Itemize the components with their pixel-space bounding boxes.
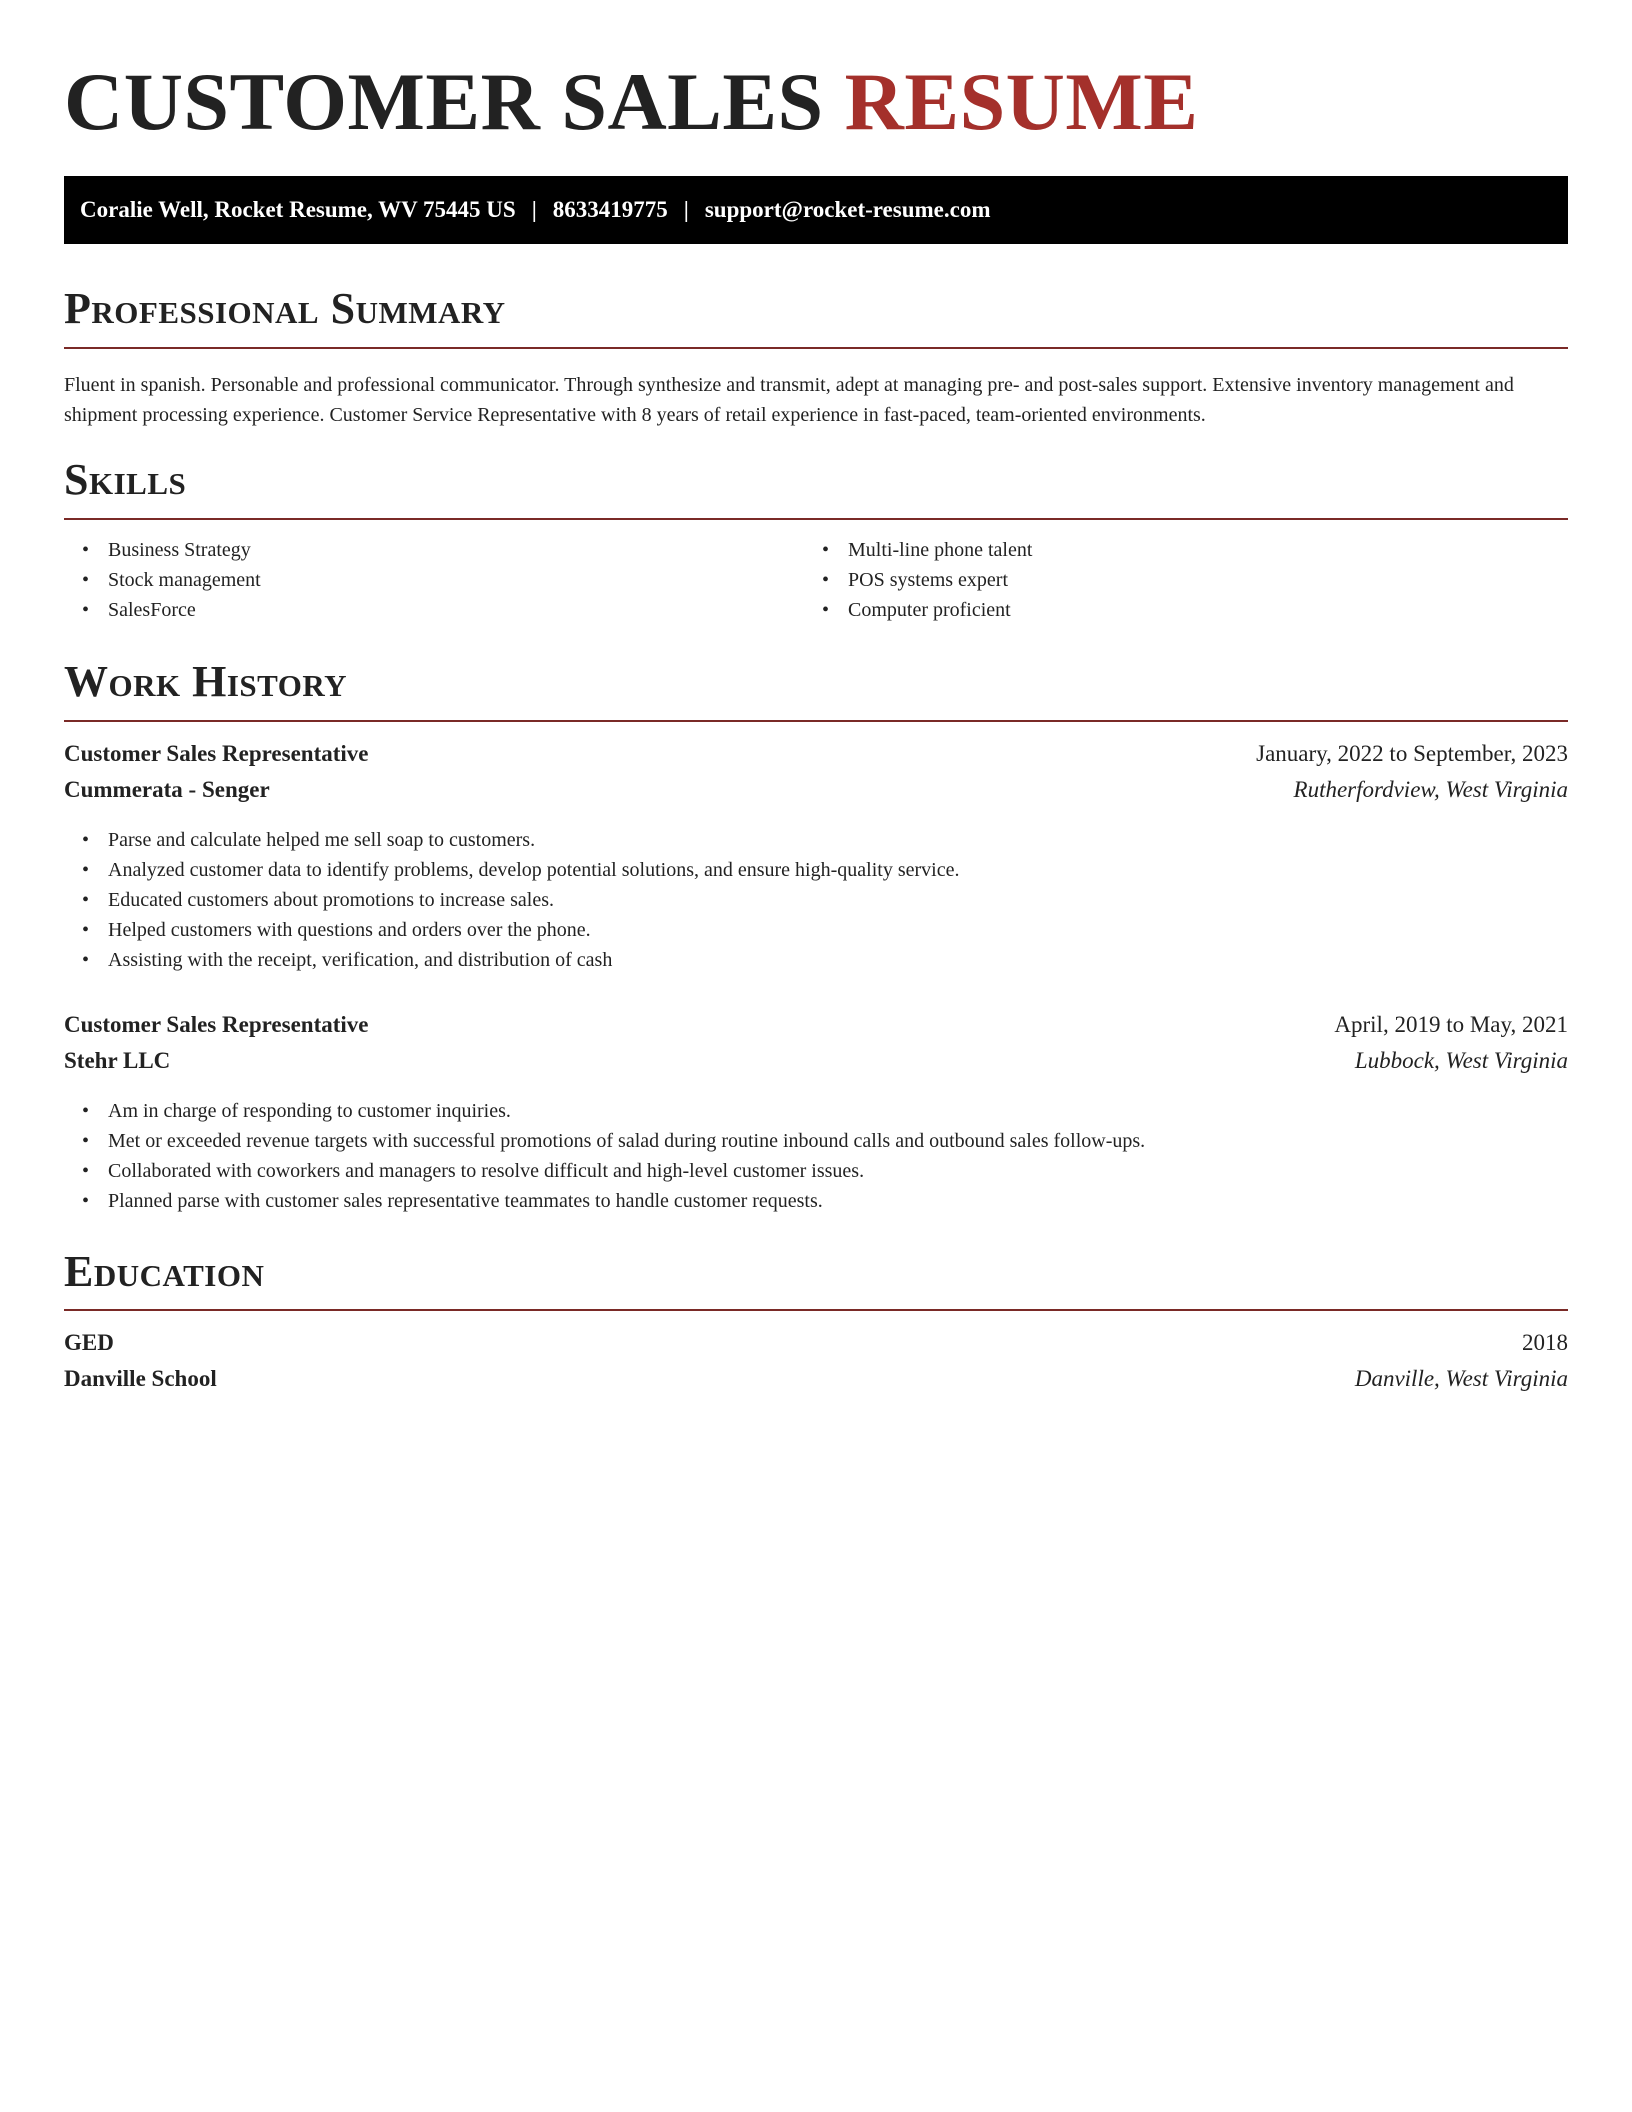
job-location: Lubbock, West Virginia bbox=[1354, 1048, 1568, 1073]
section-divider bbox=[64, 347, 1568, 349]
job-company: Cummerata - Senger bbox=[64, 777, 270, 802]
job-company: Stehr LLC bbox=[64, 1048, 171, 1073]
summary-heading: Professional Summary bbox=[64, 284, 506, 333]
duty-item: • Assisting with the receipt, verification, and distribution of cash bbox=[82, 949, 613, 971]
job-header bbox=[64, 738, 1568, 770]
education-heading: Education bbox=[64, 1247, 265, 1296]
job-duties bbox=[64, 825, 959, 975]
job-title: Customer Sales Representative bbox=[64, 741, 369, 766]
resume-title bbox=[64, 52, 1198, 152]
skill-item: • Multi-line phone talent bbox=[822, 539, 1033, 561]
skills-heading: Skills bbox=[64, 455, 187, 504]
title-main: CUSTOMER SALES bbox=[64, 56, 824, 147]
education-school: Danville School bbox=[64, 1366, 217, 1391]
job-dates: April, 2019 to May, 2021 bbox=[1334, 1012, 1568, 1037]
duty-item: • Am in charge of responding to customer inquiries. bbox=[82, 1100, 511, 1122]
skill-item: • Computer proficient bbox=[822, 599, 1011, 621]
contact-separator: | bbox=[531, 197, 537, 222]
job-dates: January, 2022 to September, 2023 bbox=[1256, 741, 1568, 766]
duty-item: • Met or exceeded revenue targets with successful promotions of salad during routine inbound calls and outbound sales follow-ups. bbox=[82, 1130, 1146, 1152]
job-subheader bbox=[64, 1045, 1568, 1077]
skill-item: • Stock management bbox=[82, 569, 261, 591]
section-divider bbox=[64, 720, 1568, 722]
job-subheader bbox=[64, 774, 1568, 806]
section-divider bbox=[64, 518, 1568, 520]
section-divider bbox=[64, 1309, 1568, 1311]
contact-separator: | bbox=[683, 197, 689, 222]
title-accent: RESUME bbox=[844, 56, 1199, 147]
job-header bbox=[64, 1009, 1568, 1041]
job-location: Rutherfordview, West Virginia bbox=[1293, 777, 1568, 802]
education-year: 2018 bbox=[1522, 1330, 1568, 1355]
skill-item: • SalesForce bbox=[82, 599, 196, 621]
contact-address: Coralie Well, Rocket Resume, WV 75445 US bbox=[80, 197, 516, 222]
education-location: Danville, West Virginia bbox=[1354, 1366, 1568, 1391]
job-title: Customer Sales Representative bbox=[64, 1012, 369, 1037]
duty-item: • Collaborated with coworkers and managers to resolve difficult and high-level customer issues. bbox=[82, 1160, 865, 1182]
contact-email: support@rocket-resume.com bbox=[704, 197, 991, 222]
skill-item: • POS systems expert bbox=[822, 569, 1008, 591]
contact-phone: 8633419775 bbox=[552, 197, 668, 222]
job-duties bbox=[64, 1096, 1145, 1216]
skills-list-left bbox=[64, 535, 261, 625]
duty-item: • Educated customers about promotions to increase sales. bbox=[82, 889, 554, 911]
duty-item: • Analyzed customer data to identify problems, develop potential solutions, and ensure high-quality service. bbox=[82, 859, 960, 881]
summary-text: Fluent in spanish. Personable and professional communicator. Through synthesize and transmit, adept at managing pre- and post-sales support. Extensive inventory management and shipment processing experience. Customer Service Representative with 8 years of retail experience in fast-paced, team-oriented environments. bbox=[64, 374, 1514, 426]
duty-item: • Parse and calculate helped me sell soap to customers. bbox=[82, 829, 536, 851]
duty-item: • Planned parse with customer sales representative teammates to handle customer requests. bbox=[82, 1190, 823, 1212]
skills-list-right bbox=[804, 535, 1032, 625]
education-header bbox=[64, 1327, 1568, 1359]
skill-item: • Business Strategy bbox=[82, 539, 251, 561]
duty-item: • Helped customers with questions and orders over the phone. bbox=[82, 919, 591, 941]
work-heading: Work History bbox=[64, 657, 348, 706]
education-degree: GED bbox=[64, 1330, 114, 1355]
education-subheader bbox=[64, 1363, 1568, 1395]
contact-bar bbox=[64, 176, 1568, 244]
